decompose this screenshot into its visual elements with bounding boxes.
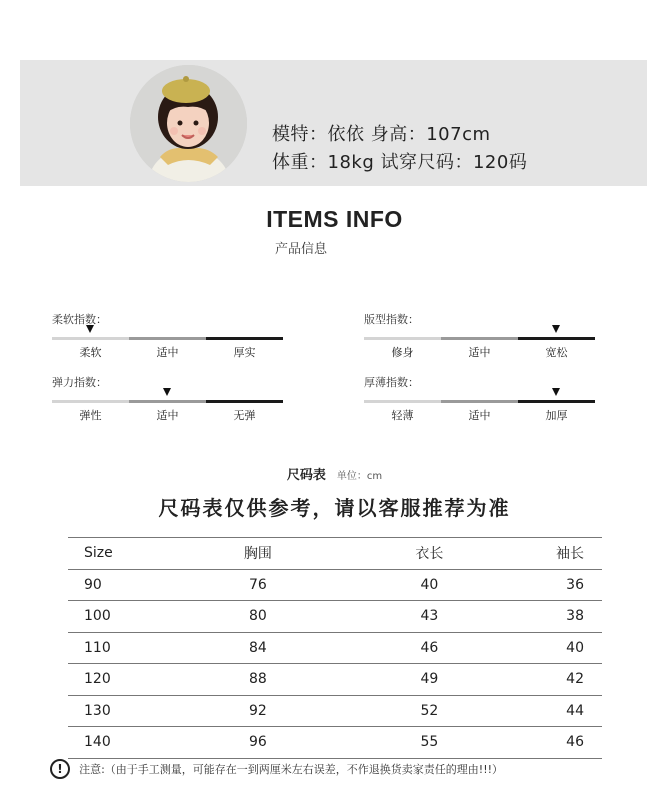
size-chart-unit: 单位：cm (336, 471, 383, 482)
model-weight-info: 体重：18kg 试穿尺码：120码 (272, 152, 528, 173)
size-table (68, 537, 602, 759)
fit-option-slim: 修身 (391, 346, 414, 359)
softness-option-thick: 厚实 (233, 346, 256, 359)
softness-option-soft: 柔软 (79, 346, 102, 359)
cell-length: 46 (369, 632, 491, 664)
model-avatar (130, 65, 247, 182)
softness-option-medium: 适中 (156, 346, 179, 359)
table-row (68, 695, 602, 727)
elasticity-option-medium: 适中 (156, 409, 179, 422)
header-sleeve: 袖长 (490, 538, 602, 570)
thickness-index-label: 厚薄指数： (364, 376, 419, 389)
scale-segment-light (52, 400, 129, 403)
softness-index-scale (52, 337, 283, 367)
table-row (68, 727, 602, 759)
fit-index-scale (364, 337, 595, 367)
scale-segment-dark (518, 337, 595, 340)
exclamation-icon: ! (50, 759, 70, 779)
table-row (68, 632, 602, 664)
table-row (68, 664, 602, 696)
cell-length: 49 (369, 664, 491, 696)
cell-size: 120 (68, 664, 197, 696)
thickness-option-thick: 加厚 (545, 409, 568, 422)
cell-chest: 76 (197, 569, 369, 601)
size-chart-heading (0, 464, 669, 483)
cell-chest: 96 (197, 727, 369, 759)
selected-marker-icon (552, 388, 560, 396)
thickness-option-thin: 轻薄 (391, 409, 414, 422)
fit-option-medium: 适中 (468, 346, 491, 359)
cell-length: 43 (369, 601, 491, 633)
scale-segment-medium (441, 337, 518, 340)
cell-length: 52 (369, 695, 491, 727)
selected-marker-icon (86, 325, 94, 333)
selected-marker-icon (552, 325, 560, 333)
cell-chest: 92 (197, 695, 369, 727)
elasticity-option-none: 无弹 (233, 409, 256, 422)
items-info-title: ITEMS INFO (266, 206, 403, 232)
cell-size: 100 (68, 601, 197, 633)
cell-size: 90 (68, 569, 197, 601)
cell-chest: 80 (197, 601, 369, 633)
model-banner (20, 60, 647, 186)
scale-segment-dark (518, 400, 595, 403)
fit-option-loose: 宽松 (545, 346, 568, 359)
scale-segment-medium (129, 400, 206, 403)
scale-segment-medium (441, 400, 518, 403)
cell-length: 55 (369, 727, 491, 759)
cell-size: 130 (68, 695, 197, 727)
cell-sleeve: 38 (490, 601, 602, 633)
elasticity-index-scale (52, 400, 283, 430)
thickness-option-medium: 适中 (468, 409, 491, 422)
cell-length: 40 (369, 569, 491, 601)
cell-chest: 84 (197, 632, 369, 664)
cell-sleeve: 44 (490, 695, 602, 727)
cell-sleeve: 40 (490, 632, 602, 664)
header-size: Size (68, 538, 197, 570)
note-text: 注意:（由于手工测量，可能存在一到两厘米左右误差，不作退换货卖家责任的理由!!!） (79, 762, 504, 776)
elasticity-index-label: 弹力指数： (52, 376, 107, 389)
cell-sleeve: 36 (490, 569, 602, 601)
model-height-info: 模特：依依 身高：107cm (272, 124, 491, 145)
cell-size: 110 (68, 632, 197, 664)
measurement-note (50, 758, 503, 779)
table-row (68, 601, 602, 633)
selected-marker-icon (163, 388, 171, 396)
cell-sleeve: 46 (490, 727, 602, 759)
scale-segment-light (364, 337, 441, 340)
softness-index-label: 柔软指数： (52, 313, 107, 326)
header-length: 衣长 (369, 538, 491, 570)
fit-index-label: 版型指数： (364, 313, 419, 326)
scale-segment-dark (206, 400, 283, 403)
cell-size: 140 (68, 727, 197, 759)
cell-chest: 88 (197, 664, 369, 696)
size-chart-title: 尺码表 (286, 468, 326, 483)
elasticity-option-elastic: 弹性 (79, 409, 102, 422)
size-chart-disclaimer: 尺码表仅供参考，请以客服推荐为准 (158, 496, 511, 520)
scale-segment-light (52, 337, 129, 340)
scale-segment-dark (206, 337, 283, 340)
header-chest: 胸围 (197, 538, 369, 570)
table-row (68, 569, 602, 601)
scale-segment-light (364, 400, 441, 403)
thickness-index-scale (364, 400, 595, 430)
cell-sleeve: 42 (490, 664, 602, 696)
table-header-row (68, 538, 602, 570)
scale-segment-medium (129, 337, 206, 340)
items-info-subtitle: 产品信息 (275, 242, 328, 257)
